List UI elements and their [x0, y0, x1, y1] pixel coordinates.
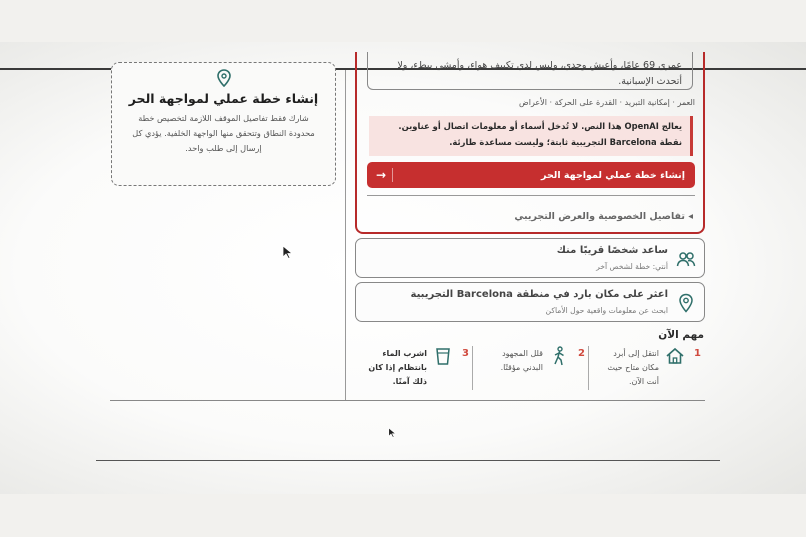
screen-photo [0, 42, 806, 494]
step-number: 3 [462, 348, 469, 359]
step-item [593, 344, 705, 394]
walking-person-icon [549, 346, 569, 366]
plan-title: إنشاء خطة عملي لمواجهة الحر [128, 91, 319, 106]
find-cool-place-subtitle: ابحث عن معلومات واقعية حول الأماكن [545, 306, 668, 315]
step-text: انتقل إلى أبرد مكان متاح حيث أنت الآن. [607, 349, 659, 386]
situation-textarea[interactable]: عمري 69 عامًا، وأعيش وحدي، وليس لدي تكييف هواء، وأمشي ببطء، ولا أتحدث الإسبانية. [367, 52, 693, 90]
location-pin-icon [676, 293, 696, 313]
important-steps [360, 344, 705, 394]
form-divider [367, 195, 695, 196]
step-text: اشرب الماء بانتظام إذا كان ذلك آمنًا. [368, 349, 427, 386]
find-cool-place-title: اعثر على مكان بارد في منطقة Barcelona التجريبية [410, 289, 668, 300]
help-someone-card[interactable] [355, 238, 705, 278]
footer-rule [96, 460, 720, 461]
step-item [477, 344, 589, 394]
create-plan-button[interactable] [367, 162, 695, 188]
step-text: قلل المجهود البدني مؤقتًا. [500, 349, 543, 372]
content-bottom-rule [110, 400, 705, 401]
privacy-details-toggle[interactable]: ◂ تفاصيل الخصوصية والعرض التجريبي [514, 211, 693, 222]
privacy-notice: يعالج OpenAI هذا النص. لا تُدخل أسماء أو معلومات اتصال أو عناوين. نقطة Barcelona التجريبية ثابتة؛ وليست مساعدة طارئة. [369, 116, 693, 156]
create-plan-label: إنشاء خطة عملي لمواجهة الحر [541, 169, 685, 181]
mouse-cursor-icon [282, 245, 294, 259]
plan-description: شارك فقط تفاصيل الموقف اللازمة لتخصيص خطة محدودة النطاق وتتحقق منها الواجهة الخلفية. يؤدي كل إرسال إلى طلب واحد. [132, 113, 315, 153]
people-icon [676, 249, 696, 269]
map-pin-icon [217, 69, 231, 87]
home-icon [665, 346, 685, 366]
step-number: 2 [578, 348, 585, 359]
water-cup-icon [433, 346, 453, 366]
find-cool-place-card[interactable] [355, 282, 705, 322]
help-someone-title: ساعد شخصًا قريبًا منك [556, 245, 668, 256]
mouse-cursor-icon [388, 427, 397, 438]
arrow-right-icon: → [377, 168, 393, 182]
help-someone-subtitle: أنتي: خطة لشخص آخر [596, 262, 668, 271]
topic-chips: العمر · إمكانية التبريد · القدرة على الحركة · الأعراض [519, 98, 695, 107]
plan-form [355, 52, 705, 234]
step-item [361, 344, 473, 394]
column-divider [345, 70, 346, 400]
important-now-title: مهم الآن [658, 329, 704, 341]
step-number: 1 [694, 348, 701, 359]
plan-intro-card [111, 62, 336, 186]
